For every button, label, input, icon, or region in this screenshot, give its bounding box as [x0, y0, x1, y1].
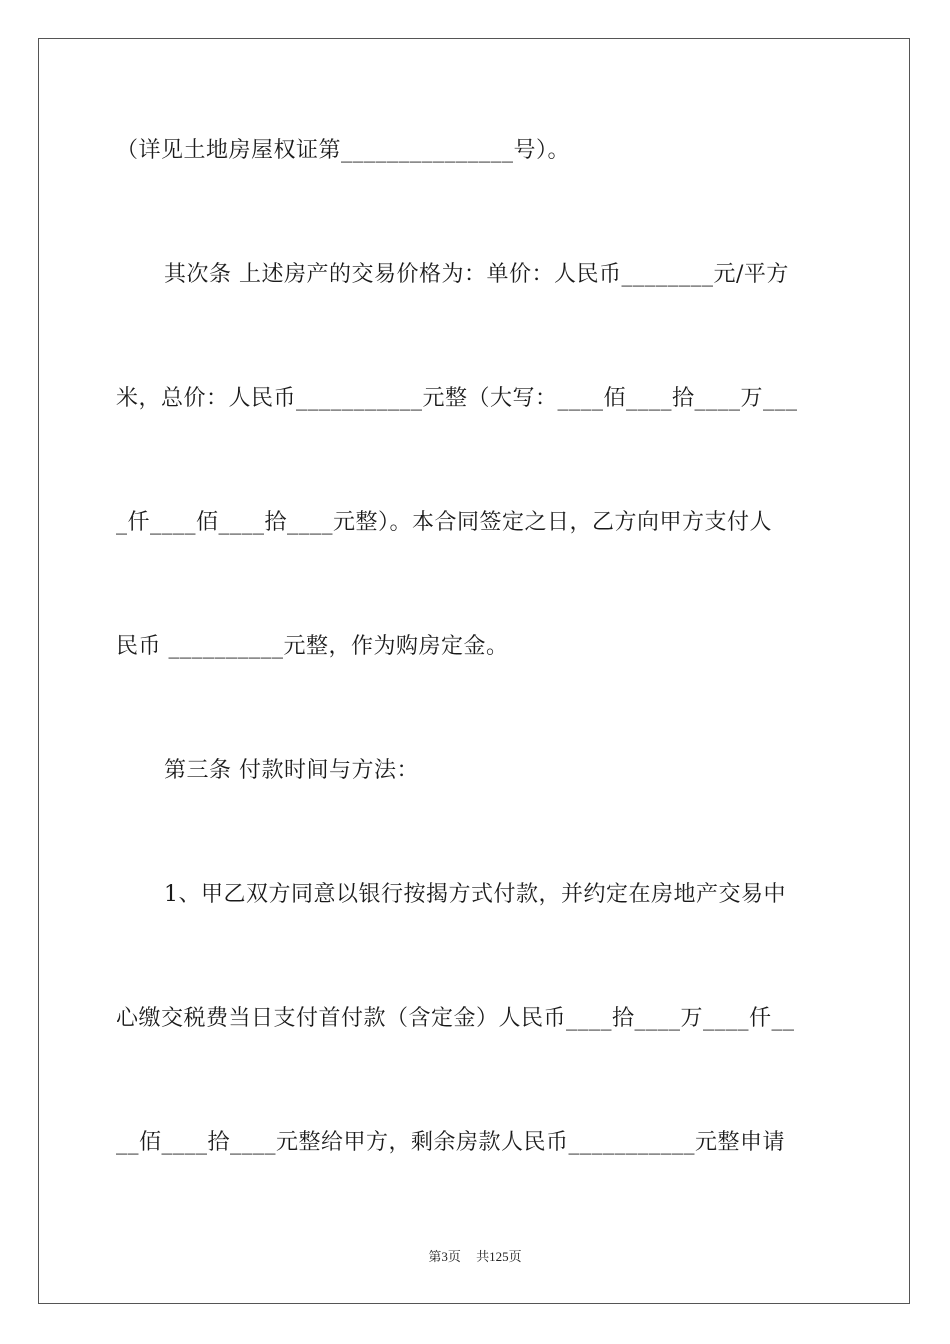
text-line-3: 米，总价：人民币___________元整（大写：____佰____拾____万___ [116, 386, 798, 411]
page-total: 共125页 [476, 1249, 522, 1264]
page-number: 第3页 [428, 1249, 461, 1264]
text-line-6: 第三条 付款时间与方法： [164, 758, 419, 783]
text-line-5: 民币 __________元整，作为购房定金。 [116, 634, 509, 659]
text-line-7: 1、甲乙双方同意以银行按揭方式付款，并约定在房地产交易中 [164, 882, 786, 907]
page-footer [0, 1246, 950, 1265]
text-line-1: （详见土地房屋权证第_______________号）。 [116, 138, 571, 163]
page-frame [38, 38, 910, 1304]
text-line-8: 心缴交税费当日支付首付款（含定金）人民币____拾____万____仟__ [116, 1006, 795, 1031]
text-line-4: _仟____佰____拾____元整）。本合同签定之日，乙方向甲方支付人 [116, 510, 773, 535]
text-line-9: __佰____拾____元整给甲方，剩余房款人民币___________元整申请 [116, 1130, 786, 1155]
text-line-2: 其次条 上述房产的交易价格为：单价：人民币________元/平方 [164, 262, 789, 287]
